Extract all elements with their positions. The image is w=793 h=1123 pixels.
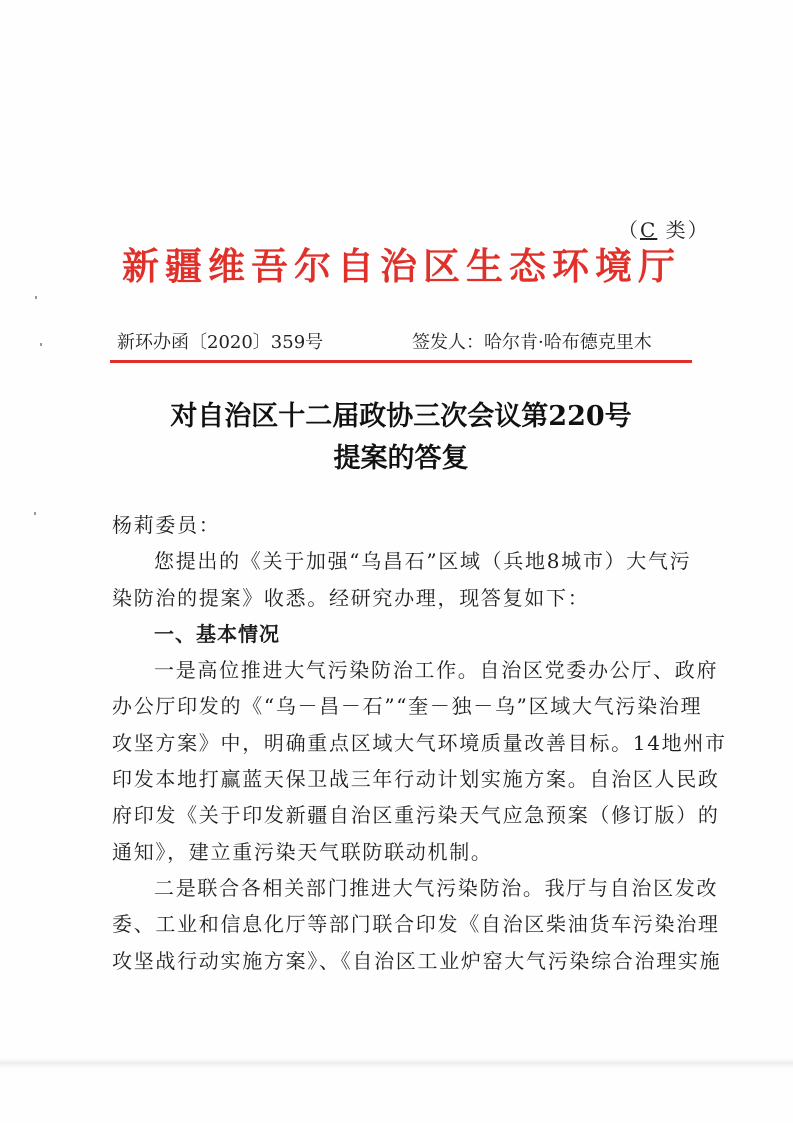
scan-speck	[40, 343, 42, 346]
scan-speck	[34, 512, 36, 515]
agency-letterhead: 新疆维吾尔自治区生态环境厅	[122, 245, 681, 288]
paragraph-line: 府印发《关于印发新疆自治区重污染天气应急预案（修订版）的	[112, 803, 720, 828]
intro-line: 您提出的《关于加强“乌昌石”区域（兵地8城市）大气污	[154, 549, 692, 574]
document-title	[110, 396, 692, 480]
salutation: 杨莉委员：	[112, 513, 221, 537]
signer: 签发人：哈尔肯·哈布德克里木	[412, 332, 652, 353]
class-mark-letter: C	[640, 218, 658, 242]
document-number: 新环办函〔2020〕359号	[117, 332, 324, 353]
paragraph-line: 攻坚方案》中，明确重点区域大气环境质量改善目标。14地州市	[112, 730, 727, 755]
paragraph-2	[112, 870, 722, 979]
paragraph-line: 一是高位推进大气污染防治工作。自治区党委办公厅、政府	[154, 658, 719, 683]
scan-edge	[0, 1058, 793, 1068]
red-header-rule	[110, 360, 692, 363]
scan-speck	[35, 296, 37, 299]
paragraph-line: 通知》，建立重污染天气联防联动机制。	[112, 839, 493, 864]
intro-line: 染防治的提案》收悉。经研究办理，现答复如下：	[112, 585, 590, 610]
title-line-2: 提案的答复	[333, 443, 469, 474]
paragraph-1	[112, 652, 727, 870]
intro-paragraph	[112, 543, 702, 616]
paragraph-line: 委、工业和信息化厅等部门联合印发《自治区柴油货车污染治理	[112, 912, 720, 937]
paragraph-line: 办公厅印发的《“乌－昌－石”“奎－独－乌”区域大气污染治理	[112, 694, 703, 719]
document-body	[112, 507, 727, 979]
paragraph-line: 二是联合各相关部门推进大气污染防治。我厅与自治区发改	[154, 875, 719, 900]
paragraph-line: 印发本地打赢蓝天保卫战三年行动计划实施方案。自治区人民政	[112, 767, 720, 792]
class-mark-prefix: （	[618, 218, 640, 242]
paragraph-line: 攻坚战行动实施方案》、《自治区工业炉窑大气污染综合治理实施	[112, 948, 722, 973]
class-mark-suffix: 类）	[657, 218, 710, 242]
title-line-1: 对自治区十二届政协三次会议第220号	[170, 401, 632, 432]
section-heading: 一、基本情况	[154, 621, 280, 646]
